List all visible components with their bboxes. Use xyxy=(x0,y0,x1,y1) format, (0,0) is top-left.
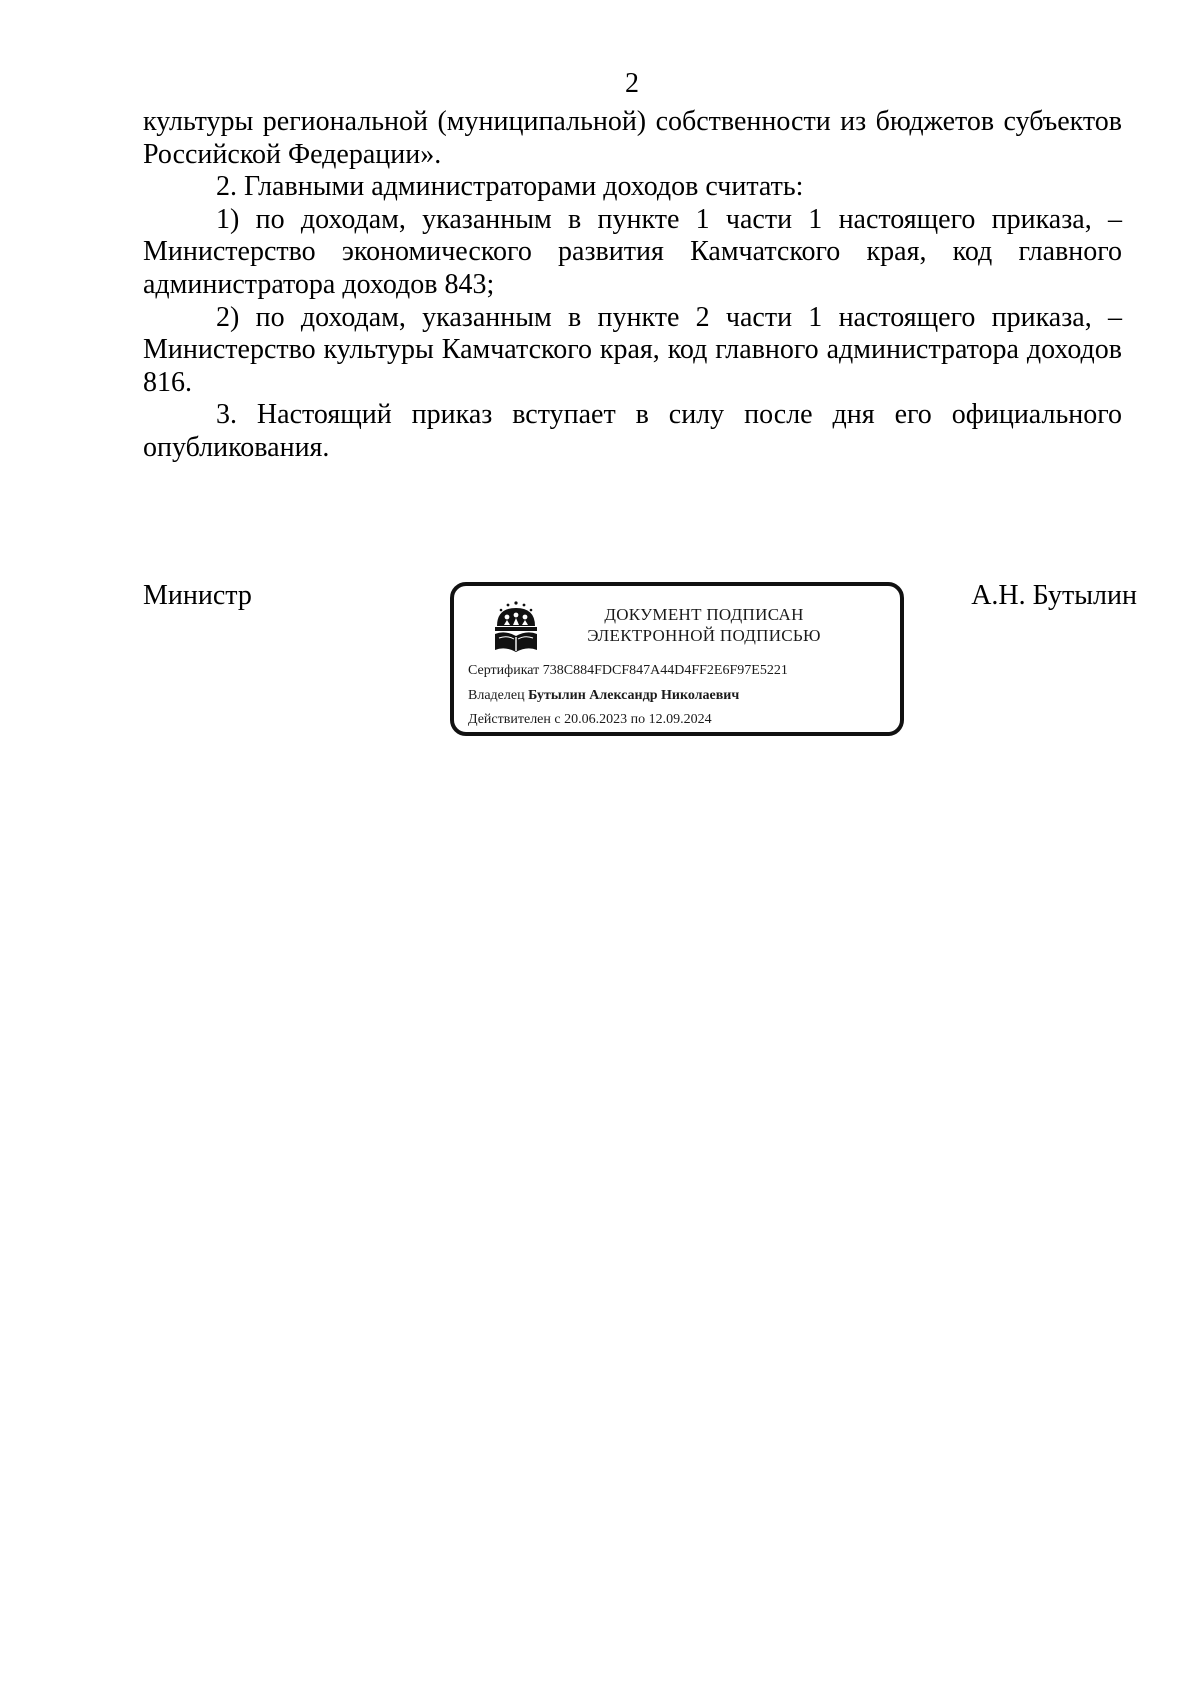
valid-from-date: 20.06.2023 xyxy=(564,712,628,727)
signer-name: А.Н. Бутылин xyxy=(971,580,1137,611)
valid-to-date: 12.09.2024 xyxy=(648,712,712,727)
owner-label: Владелец xyxy=(468,688,525,703)
stamp-owner-row xyxy=(468,687,739,705)
stamp-title xyxy=(554,604,854,646)
stamp-certificate-row xyxy=(468,662,788,680)
valid-from-label: с xyxy=(554,712,561,727)
stamp-title-line-1: ДОКУМЕНТ ПОДПИСАН xyxy=(604,605,804,624)
valid-label: Действителен xyxy=(468,712,551,727)
coat-of-arms-icon xyxy=(491,600,541,658)
paragraph-item-2: 2. Главными администраторами доходов считать: xyxy=(216,171,804,203)
stamp-title-line-2: ЭЛЕКТРОННОЙ ПОДПИСЬЮ xyxy=(587,626,821,645)
certificate-value: 738C884FDCF847A44D4FF2E6F97E5221 xyxy=(542,663,788,678)
page-number: 2 xyxy=(625,68,639,99)
paragraph-item-3: 3. Настоящий приказ вступает в силу после дня его официального опубликования. xyxy=(143,399,1122,463)
paragraph-subitem-2: 2) по доходам, указанным в пункте 2 части 1 настоящего приказа, – Министерство культуры Камчатского края, код главного администратора доходов 816. xyxy=(143,301,1122,398)
signer-position: Министр xyxy=(143,580,252,611)
owner-value: Бутылин Александр Николаевич xyxy=(528,688,740,703)
paragraph-continuation: культуры региональной (муниципальной) собственности из бюджетов субъектов Российской Федерации». xyxy=(143,106,1122,170)
certificate-label: Сертификат xyxy=(468,663,540,678)
electronic-signature-stamp xyxy=(450,582,904,736)
document-body xyxy=(143,106,1122,465)
paragraph-subitem-1: 1) по доходам, указанным в пункте 1 части 1 настоящего приказа, – Министерство экономического развития Камчатского края, код главного администратора доходов 843; xyxy=(143,203,1122,300)
stamp-validity-row xyxy=(468,711,712,729)
valid-to-label: по xyxy=(630,712,646,727)
